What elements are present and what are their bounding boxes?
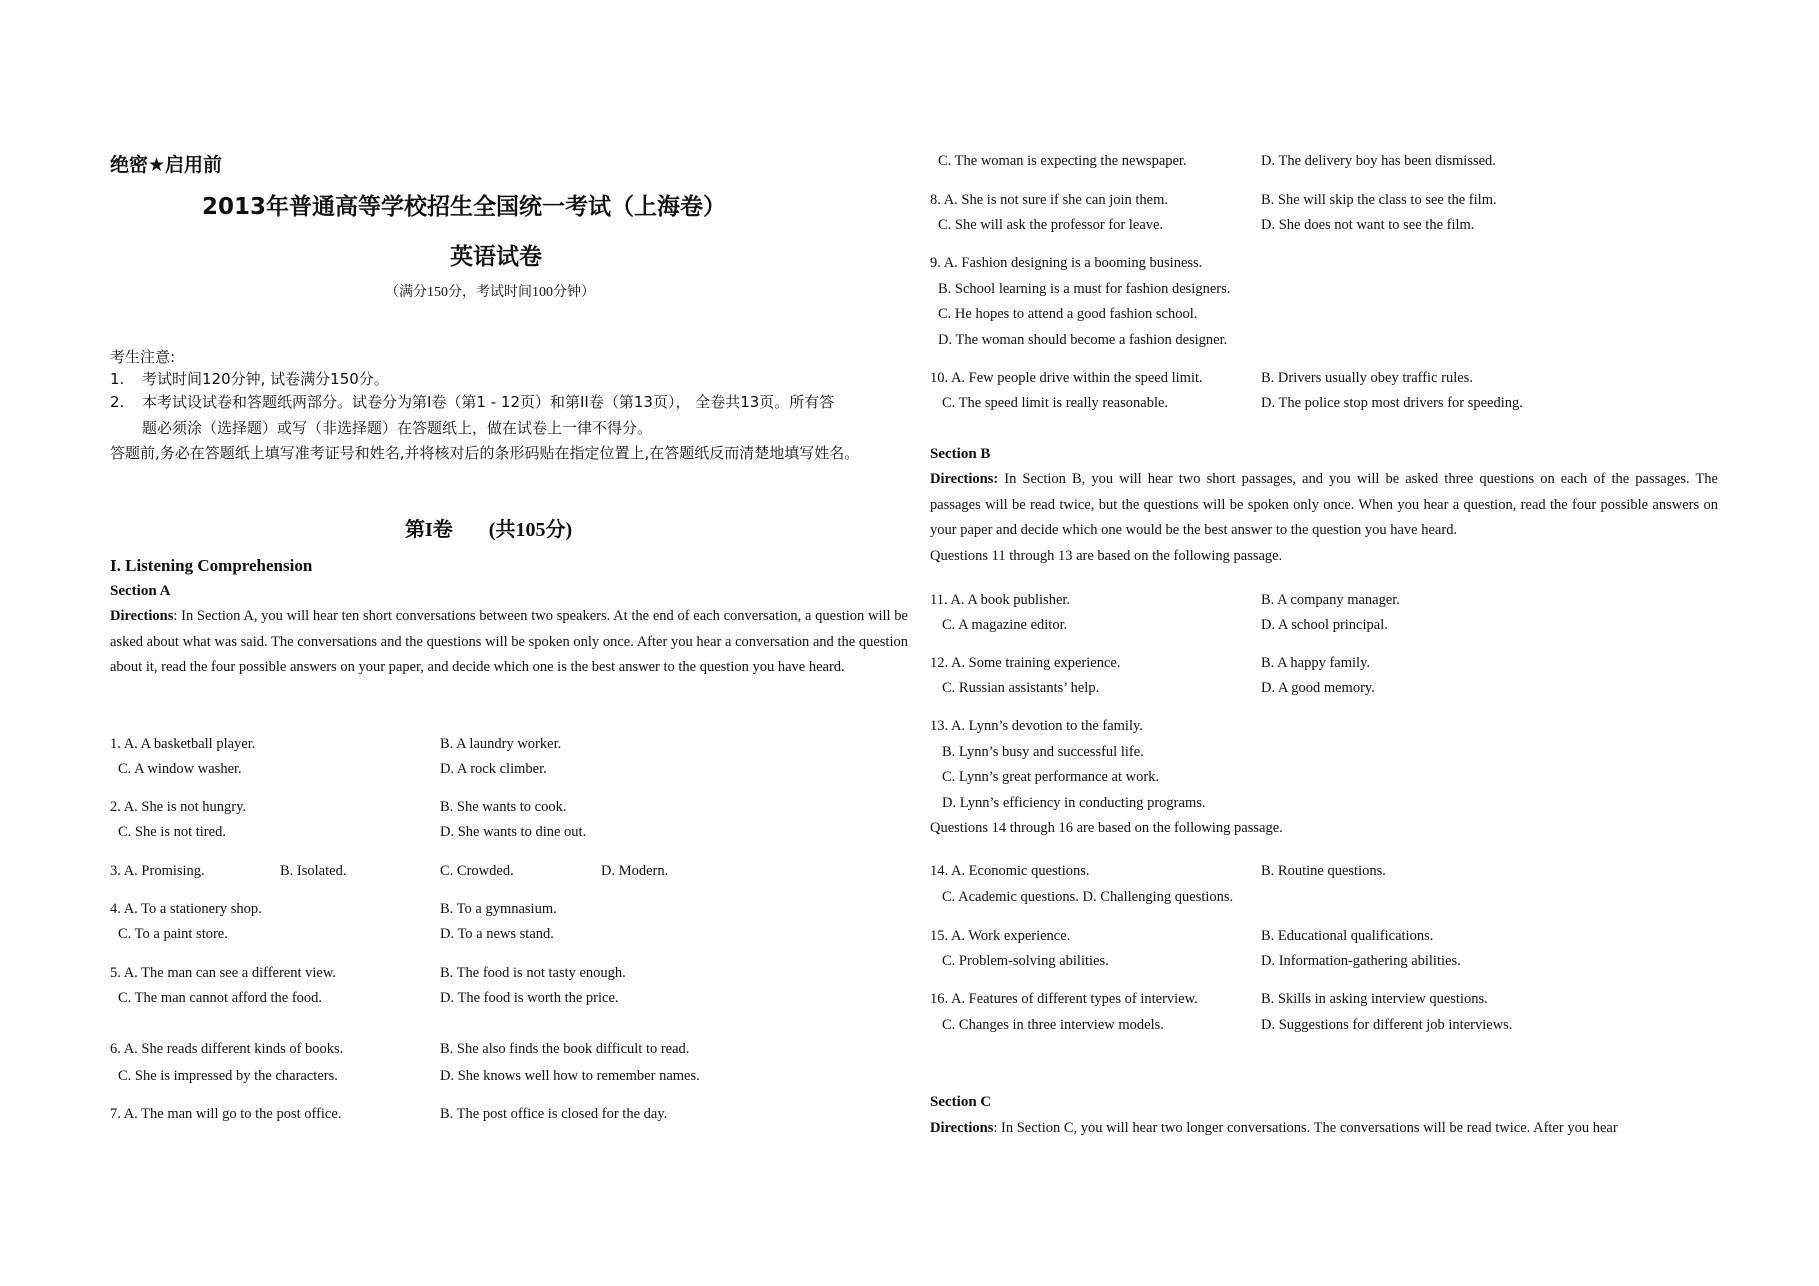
- q6-option-d: D. She knows well how to remember names.: [440, 1068, 700, 1084]
- q1-option-b: B. A laundry worker.: [440, 736, 562, 752]
- q9-option-c: C. He hopes to attend a good fashion school.: [938, 306, 1198, 322]
- exam-title: 2013年普通高等学校招生全国统一考试（上海卷）: [202, 194, 727, 220]
- notice-item-2-cont: 题必须涂（选择题）或写（非选择题）在答题纸上，做在试卷上一律不得分。: [142, 419, 653, 437]
- q1-option-c: C. A window washer.: [118, 761, 242, 777]
- q8-option-b: B. She will skip the class to see the film.: [1261, 192, 1497, 208]
- q15-option-d: D. Information-gathering abilities.: [1261, 953, 1461, 969]
- q6-option-a: 6. A. She reads different kinds of books.: [110, 1041, 344, 1057]
- q13-option-c: C. Lynn’s great performance at work.: [942, 769, 1160, 785]
- q5-option-b: B. The food is not tasty enough.: [440, 965, 626, 981]
- q10-option-d: D. The police stop most drivers for speeding.: [1261, 395, 1523, 411]
- q11-option-c: C. A magazine editor.: [942, 617, 1068, 633]
- subject-title: 英语试卷: [450, 244, 542, 270]
- q7-option-b: B. The post office is closed for the day.: [440, 1106, 668, 1122]
- q1-option-a: 1. A. A basketball player.: [110, 736, 256, 752]
- notice-item-3: 答题前,务必在答题纸上填写准考证号和姓名,并将核对后的条形码贴在指定位置上,在答题纸反而清楚地填写姓名。: [110, 444, 860, 462]
- q4-option-b: B. To a gymnasium.: [440, 901, 557, 917]
- section-a-title: Section A: [110, 583, 171, 599]
- q6-option-c: C. She is impressed by the characters.: [118, 1068, 338, 1084]
- q14-option-b: B. Routine questions.: [1261, 863, 1386, 879]
- confidential-mark: 绝密★启用前: [110, 154, 223, 176]
- q5-option-d: D. The food is worth the price.: [440, 990, 619, 1006]
- q15-option-b: B. Educational qualifications.: [1261, 928, 1434, 944]
- q13-option-d: D. Lynn’s efficiency in conducting programs.: [942, 795, 1206, 811]
- section-b-passage2-intro: Questions 14 through 16 are based on the following passage.: [930, 820, 1283, 836]
- q13-option-a: 13. A. Lynn’s devotion to the family.: [930, 718, 1143, 734]
- q3-option-c: C. Crowded.: [440, 863, 514, 879]
- q16-option-b: B. Skills in asking interview questions.: [1261, 991, 1488, 1007]
- q4-option-c: C. To a paint store.: [118, 926, 228, 942]
- notice-item-2: 2. 本考试设试卷和答题纸两部分。试卷分为第I卷（第1 - 12页）和第II卷（第13页）， 全卷共13页。所有答: [110, 393, 835, 411]
- q13-option-b: B. Lynn’s busy and successful life.: [942, 744, 1144, 760]
- q16-option-d: D. Suggestions for different job interviews.: [1261, 1017, 1513, 1033]
- q10-option-b: B. Drivers usually obey traffic rules.: [1261, 370, 1473, 386]
- q7-option-d: D. The delivery boy has been dismissed.: [1261, 153, 1496, 169]
- q2-option-c: C. She is not tired.: [118, 824, 226, 840]
- q3-option-b: B. Isolated.: [280, 863, 347, 879]
- q12-option-b: B. A happy family.: [1261, 655, 1371, 671]
- notice-item-1: 1. 考试时间120分钟, 试卷满分150分。: [110, 370, 389, 388]
- q11-option-a: 11. A. A book publisher.: [930, 592, 1071, 608]
- q3-option-a: 3. A. Promising.: [110, 863, 205, 879]
- q6-option-b: B. She also finds the book difficult to read.: [440, 1041, 690, 1057]
- section-b-directions: Directions: In Section B, you will hear two short passages, and you will be asked three questions on each of the passages. The passages will be read twice, but the questions will be spoken only once. When you hear a question, read the four possible answers on your paper and decide which one would be the best answer to the question you have heard.: [930, 471, 1718, 538]
- q12-option-c: C. Russian assistants’ help.: [942, 680, 1100, 696]
- q8-option-a: 8. A. She is not sure if she can join them.: [930, 192, 1169, 208]
- score-time-note: （满分150分，考试时间100分钟）: [385, 285, 595, 300]
- section-b-passage1-intro: Questions 11 through 13 are based on the following passage.: [930, 548, 1283, 564]
- section-c-directions: Directions: In Section C, you will hear two longer conversations. The conversations will be read twice. After you hear: [930, 1120, 1618, 1136]
- q9-option-a: 9. A. Fashion designing is a booming business.: [930, 255, 1203, 271]
- q4-option-a: 4. A. To a stationery shop.: [110, 901, 262, 917]
- q9-option-b: B. School learning is a must for fashion designers.: [938, 281, 1231, 297]
- q10-option-a: 10. A. Few people drive within the speed limit.: [930, 370, 1203, 386]
- q10-option-c: C. The speed limit is really reasonable.: [942, 395, 1169, 411]
- q2-option-a: 2. A. She is not hungry.: [110, 799, 247, 815]
- section-c-title: Section C: [930, 1094, 992, 1110]
- q14-option-a: 14. A. Economic questions.: [930, 863, 1090, 879]
- q16-option-c: C. Changes in three interview models.: [942, 1017, 1164, 1033]
- q15-option-c: C. Problem-solving abilities.: [942, 953, 1109, 969]
- q14-option-cd: C. Academic questions. D. Challenging questions.: [942, 889, 1234, 905]
- q12-option-a: 12. A. Some training experience.: [930, 655, 1121, 671]
- q5-option-a: 5. A. The man can see a different view.: [110, 965, 337, 981]
- q4-option-d: D. To a news stand.: [440, 926, 554, 942]
- q11-option-b: B. A company manager.: [1261, 592, 1400, 608]
- section-b-title: Section B: [930, 446, 991, 462]
- volume-heading: 第I卷 (共105分): [405, 519, 573, 541]
- q8-option-c: C. She will ask the professor for leave.: [938, 217, 1164, 233]
- q2-option-d: D. She wants to dine out.: [440, 824, 587, 840]
- section-a-directions: Directions: In Section A, you will hear ten short conversations between two speakers. At the end of each conversation, a question will be asked about what was said. The conversations and the questions will be spoken only once. After you hear a conversation and the question about it, read the four possible answers on your paper, and decide which one is the best answer to the question you have heard.: [110, 608, 908, 675]
- notice-heading: 考生注意:: [110, 348, 176, 366]
- q11-option-d: D. A school principal.: [1261, 617, 1388, 633]
- q15-option-a: 15. A. Work experience.: [930, 928, 1071, 944]
- q2-option-b: B. She wants to cook.: [440, 799, 567, 815]
- part-title: I. Listening Comprehension: [110, 556, 313, 575]
- q9-option-d: D. The woman should become a fashion designer.: [938, 332, 1228, 348]
- q7-option-a: 7. A. The man will go to the post office.: [110, 1106, 342, 1122]
- q16-option-a: 16. A. Features of different types of interview.: [930, 991, 1198, 1007]
- q8-option-d: D. She does not want to see the film.: [1261, 217, 1475, 233]
- q12-option-d: D. A good memory.: [1261, 680, 1375, 696]
- q3-option-d: D. Modern.: [601, 863, 669, 879]
- q7-option-c: C. The woman is expecting the newspaper.: [938, 153, 1187, 169]
- q1-option-d: D. A rock climber.: [440, 761, 547, 777]
- q5-option-c: C. The man cannot afford the food.: [118, 990, 323, 1006]
